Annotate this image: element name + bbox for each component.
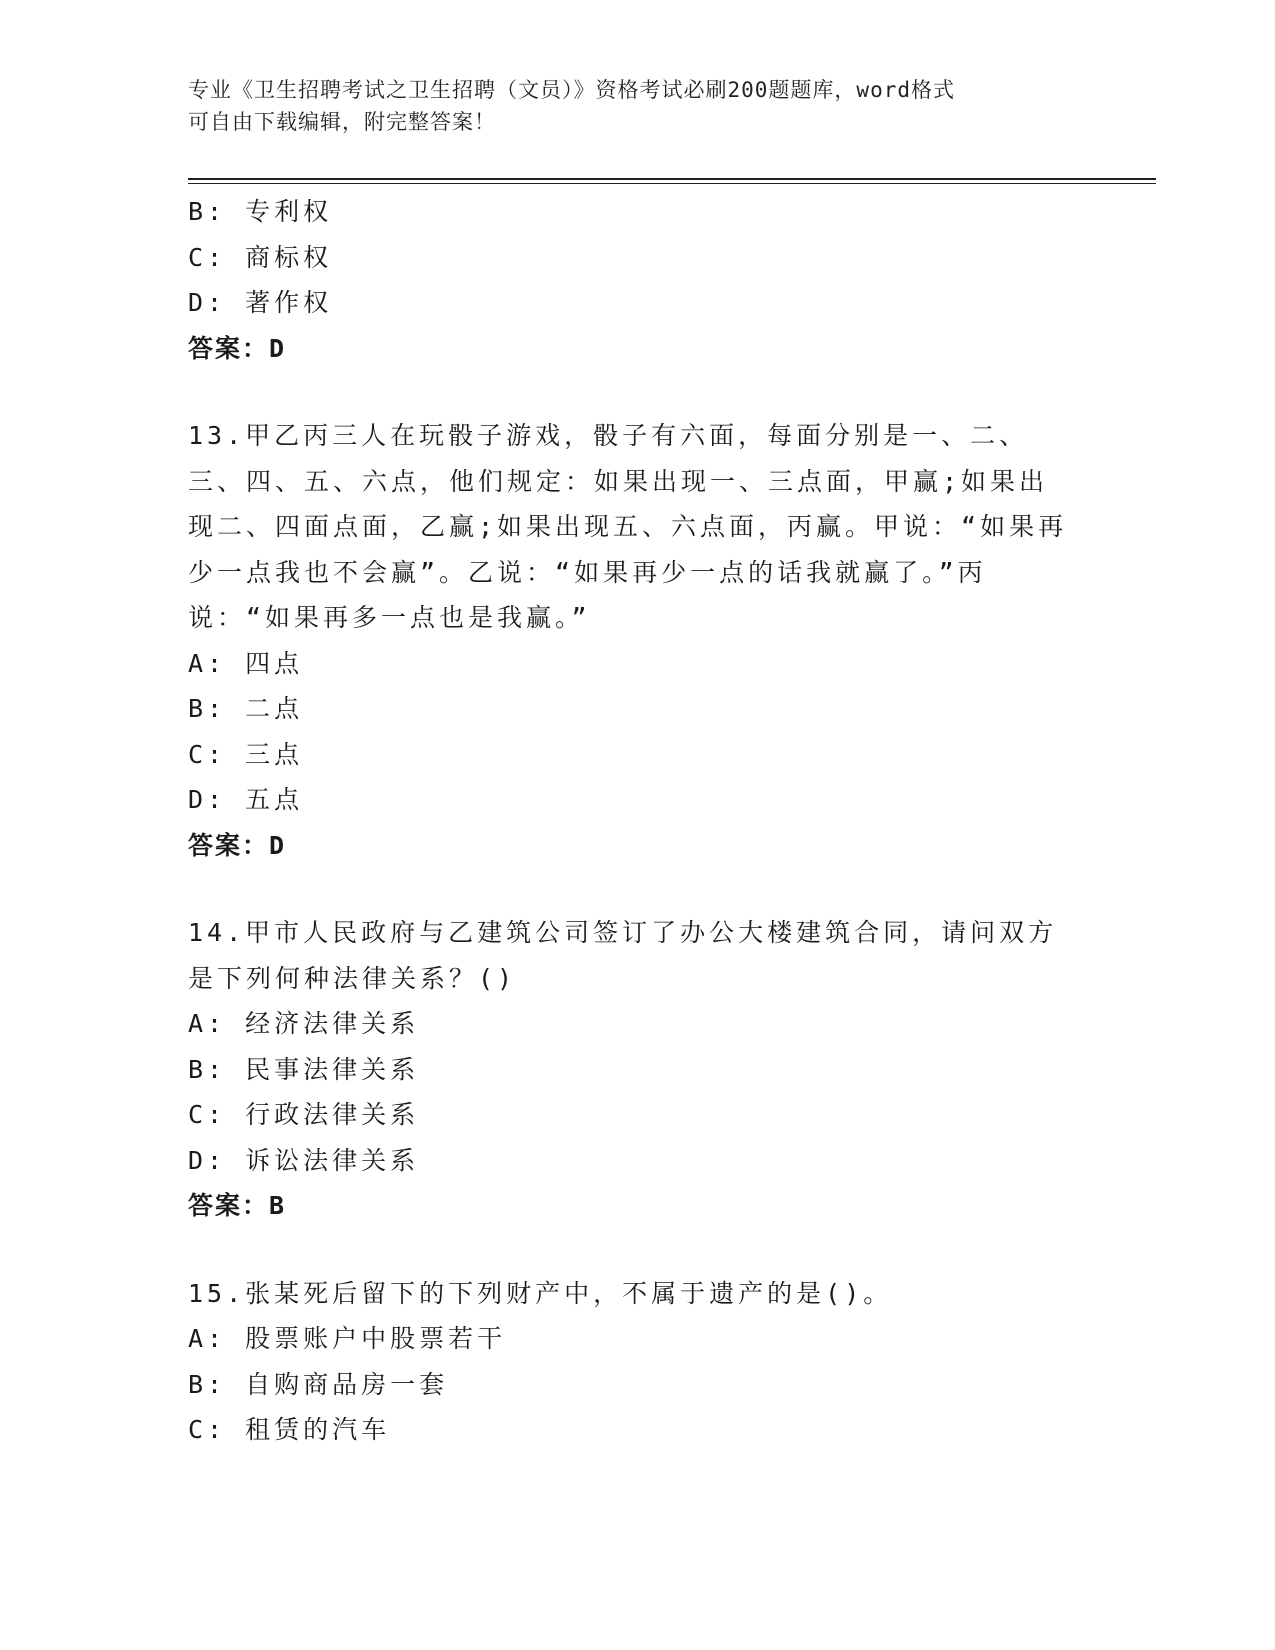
header-line-1: 专业《卫生招聘考试之卫生招聘（文员）》资格考试必刷200题题库，word格式 [188, 78, 955, 102]
header-divider-thick [188, 178, 1156, 180]
question-block-14 [188, 910, 1088, 1229]
answer-line: 答案：B [188, 1191, 287, 1220]
question-text: 13.甲乙丙三人在玩骰子游戏，骰子有六面，每面分别是一、二、三、四、五、六点，他们规定：如果出现一、三点面，甲赢;如果出现二、四面点面，乙赢;如果出现五、六点面，丙赢。甲说：“如果再少一点我也不会赢”。乙说：“如果再少一点的话我就赢了。”丙说：“如果再多一点也是我赢。” [188, 421, 1068, 632]
spacer [188, 868, 1088, 910]
question-text: 14.甲市人民政府与乙建筑公司签订了办公大楼建筑合同，请问双方是下列何种法律关系？() [188, 918, 1058, 993]
option-b: B: 民事法律关系 [188, 1054, 420, 1084]
option-c: C: 租赁的汽车 [188, 1415, 391, 1444]
question-block-15 [188, 1271, 1088, 1453]
option-d: D: 五点 [188, 785, 304, 814]
header-line-2: 可自由下载编辑，附完整答案！ [188, 110, 496, 134]
option-d: D: 著作权 [188, 288, 333, 317]
question-text: 15.张某死后留下的下列财产中，不属于遗产的是()。 [188, 1278, 893, 1308]
question-block-12 [188, 189, 1088, 371]
question-block-13 [188, 413, 1088, 868]
option-c: C: 行政法律关系 [188, 1100, 420, 1129]
option-b: B: 二点 [188, 694, 304, 723]
option-a: A: 股票账户中股票若干 [188, 1324, 507, 1353]
option-c: C: 三点 [188, 739, 304, 769]
option-d: D: 诉讼法律关系 [188, 1145, 420, 1175]
spacer [188, 371, 1088, 413]
header-divider-thin [188, 183, 1156, 184]
answer-line: 答案：D [188, 333, 287, 363]
question-list [188, 189, 1088, 1453]
option-a: A: 四点 [188, 648, 304, 678]
option-a: A: 经济法律关系 [188, 1009, 420, 1038]
option-b: B: 专利权 [188, 197, 333, 226]
option-c: C: 商标权 [188, 242, 333, 272]
option-b: B: 自购商品房一套 [188, 1369, 449, 1399]
spacer [188, 1229, 1088, 1271]
document-header [188, 74, 1088, 138]
answer-line: 答案：D [188, 830, 287, 860]
